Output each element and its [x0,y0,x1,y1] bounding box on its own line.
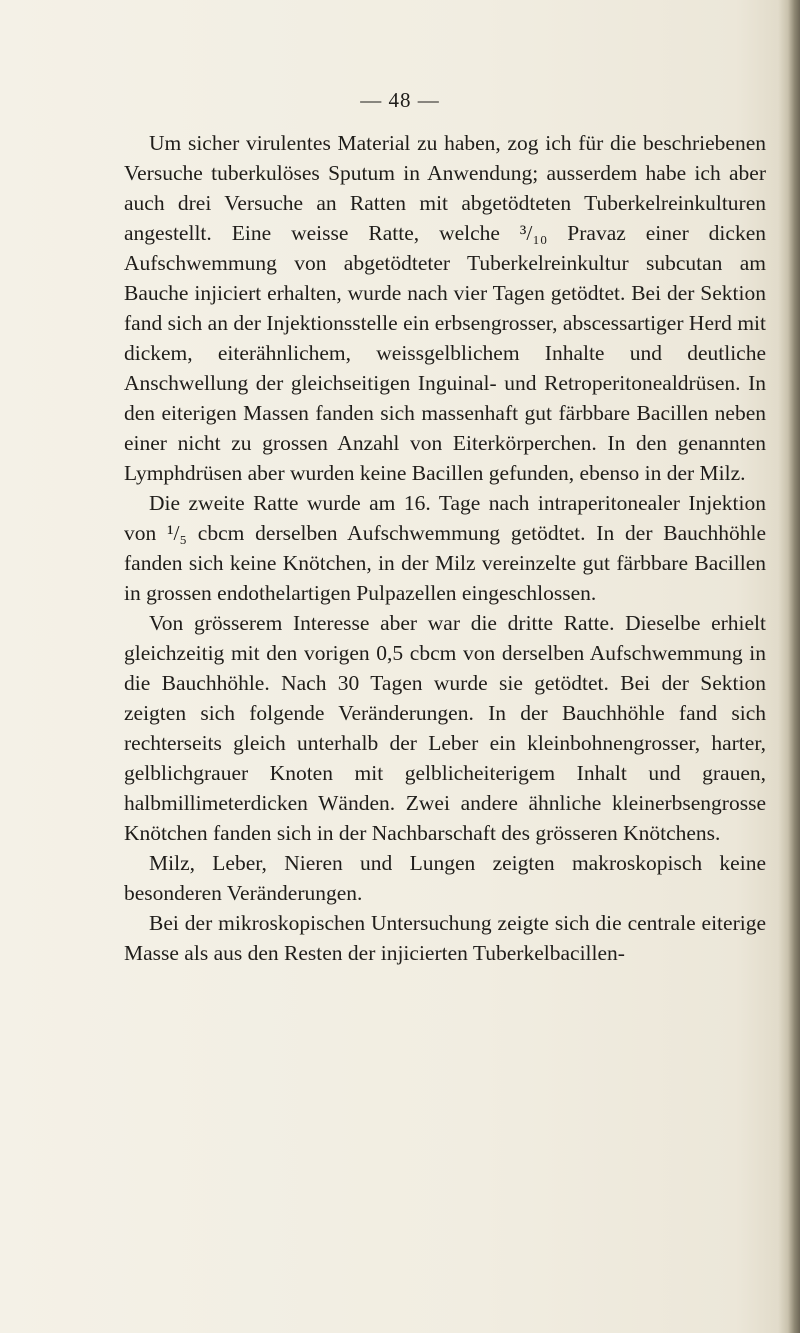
paragraph-2: Die zweite Ratte wurde am 16. Tage nach intraperitonealer Injektion von ¹/₅ cbcm derselben Aufschwemmung getödtet. In der Bauchhöhle fanden sich keine Knötchen, in der Milz vereinzelte gut färbbare Bacillen in grossen endothelartigen Pulpazellen eingeschlossen. [124,491,766,605]
page-edge-shadow [778,0,800,1333]
paragraph-5: Bei der mikroskopischen Untersuchung zeigte sich die centrale eiterige Masse als aus den Resten der injicierten Tuberkelbacillen- [124,911,766,965]
paragraph-1: Um sicher virulentes Material zu haben, zog ich für die beschriebenen Versuche tuberkulöses Sputum in Anwendung; ausserdem habe ich aber auch drei Versuche an Ratten mit abgetödteten Tuberkelreinkulturen angestellt. Eine weisse Ratte, welche ³/₁₀ Pravaz einer dicken Aufschwemmung von abgetödteter Tuberkelreinkultur subcutan am Bauche injiciert erhalten, wurde nach vier Tagen getödtet. Bei der Sektion fand sich an der Injektionsstelle ein erbsengrosser, abscessartiger Herd mit dickem, eiterähnlichem, weissgelblichem Inhalte und deutliche Anschwellung der gleichseitigen Inguinal- und Retroperitonealdrüsen. In den eiterigen Massen fanden sich massenhaft gut färbbare Bacillen neben einer nicht zu grossen Anzahl von Eiterkörperchen. In den genannten Lymphdrüsen aber wurden keine Bacillen gefunden, ebenso in der Milz. [124,131,766,485]
page-number: — 48 — [360,88,440,112]
paragraph-4: Milz, Leber, Nieren und Lungen zeigten makroskopisch keine besonderen Veränderungen. [124,851,766,905]
body-text [124,128,766,968]
paragraph-3: Von grösserem Interesse aber war die dritte Ratte. Dieselbe erhielt gleichzeitig mit den vorigen 0,5 cbcm von derselben Aufschwemmung in die Bauchhöhle. Nach 30 Tagen wurde sie getödtet. Bei der Sektion zeigten sich folgende Veränderungen. In der Bauchhöhle fand sich rechterseits gleich unterhalb der Leber ein kleinbohnengrosser, harter, gelblichgrauer Knoten mit gelblicheiterigem Inhalt und grauen, halbmillimeterdicken Wänden. Zwei andere ähnliche kleinerbsengrosse Knötchen fanden sich in der Nachbarschaft des grösseren Knötchens. [124,611,766,845]
